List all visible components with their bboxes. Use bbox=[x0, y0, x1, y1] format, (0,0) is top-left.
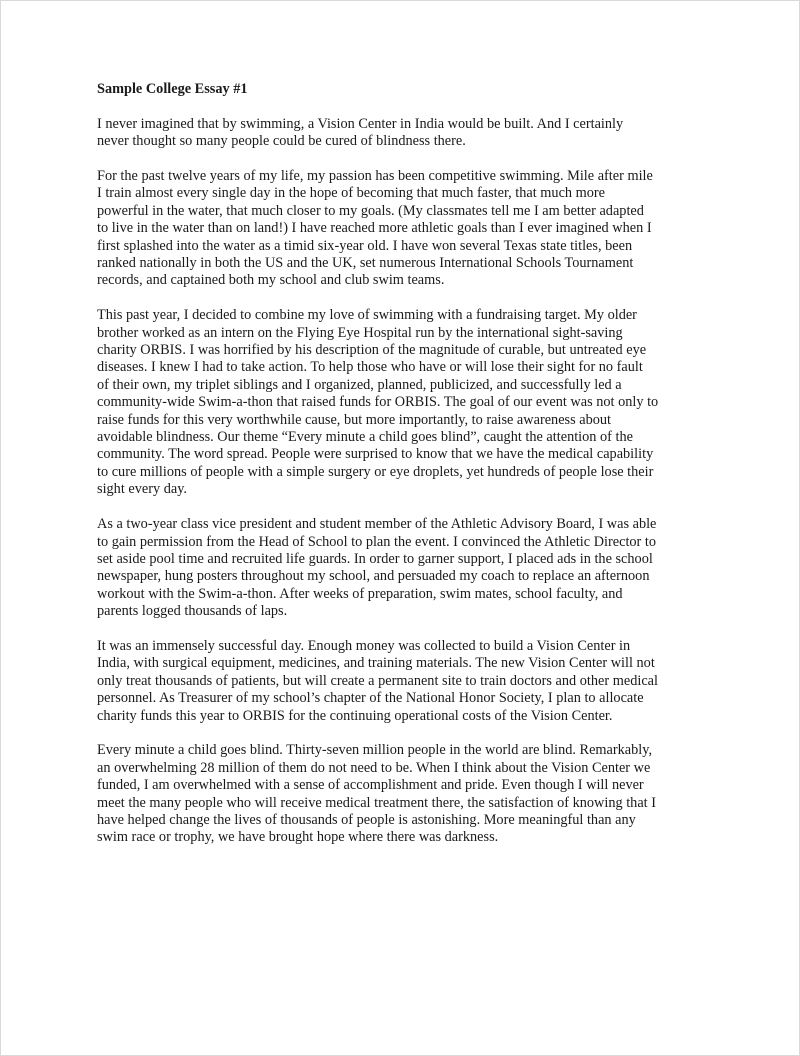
paragraph-line: funded, I am overwhelmed with a sense of accomplishment and pride. Even though I will never bbox=[97, 777, 644, 794]
paragraph-line: Every minute a child goes blind. Thirty-seven million people in the world are blind. Remarkably, bbox=[97, 742, 653, 759]
paragraph-line: avoidable blindness. Our theme “Every minute a child goes blind”, caught the attention of the bbox=[97, 429, 633, 446]
paragraph-line: have helped change the lives of thousands of people is astonishing. More meaningful than any bbox=[97, 811, 636, 828]
paragraph-line: sight every day. bbox=[97, 481, 187, 498]
paragraph-5 bbox=[97, 638, 701, 725]
paragraph-line: powerful in the water, that much closer to my goals. (My classmates tell me I am better adapted bbox=[97, 202, 644, 219]
paragraph-line: meet the many people who will receive medical treatment there, the satisfaction of knowing that I bbox=[97, 794, 656, 811]
paragraph-2 bbox=[97, 168, 701, 290]
paragraph-line: brother worked as an intern on the Flying Eye Hospital run by the international sight-saving bbox=[97, 324, 623, 341]
paragraph-line: I never imagined that by swimming, a Vision Center in India would be built. And I certainly bbox=[97, 115, 624, 132]
paragraph-line: As a two-year class vice president and student member of the Athletic Advisory Board, I was able bbox=[97, 516, 657, 533]
paragraph-line: only treat thousands of patients, but will create a permanent site to train doctors and other medical bbox=[97, 672, 658, 689]
paragraph-line: never thought so many people could be cured of blindness there. bbox=[97, 133, 466, 150]
paragraph-line: charity ORBIS. I was horrified by his description of the magnitude of curable, but untreated eye bbox=[97, 342, 647, 359]
paragraph-line: community. The word spread. People were surprised to know that we have the medical capability bbox=[97, 446, 654, 463]
paragraph-line: ranked nationally in both the US and the UK, set numerous International Schools Tournament bbox=[97, 255, 634, 272]
paragraph-line: India, with surgical equipment, medicines, and training materials. The new Vision Center will not bbox=[97, 655, 655, 672]
document-title: Sample College Essay #1 bbox=[97, 81, 248, 97]
paragraph-4 bbox=[97, 516, 701, 620]
paragraph-line: community-wide Swim-a-thon that raised funds for ORBIS. The goal of our event was not only to bbox=[97, 394, 659, 411]
paragraph-line: records, and captained both my school and club swim teams. bbox=[97, 272, 445, 289]
paragraph-line: parents logged thousands of laps. bbox=[97, 603, 288, 620]
paragraph-line: newspaper, hung posters throughout my school, and persuaded my coach to replace an afternoon bbox=[97, 568, 650, 585]
paragraph-line: to live in the water than on land!) I have reached more athletic goals than I ever imagined when I bbox=[97, 220, 652, 237]
paragraph-line: swim race or trophy, we have brought hope where there was darkness. bbox=[97, 829, 499, 846]
paragraph-line: an overwhelming 28 million of them do not need to be. When I think about the Vision Center we bbox=[97, 759, 651, 776]
paragraph-line: For the past twelve years of my life, my passion has been competitive swimming. Mile after mile bbox=[97, 168, 653, 184]
paragraph-line: to cure millions of people with a simple surgery or eye droplets, yet hundreds of people lose their bbox=[97, 463, 654, 480]
paragraph-line: charity funds this year to ORBIS for the continuing operational costs of the Vision Center. bbox=[97, 707, 613, 724]
paragraph-line: diseases. I knew I had to take action. To help those who have or will lose their sight for no fault bbox=[97, 359, 643, 376]
paragraph-line: first splashed into the water as a timid six-year old. I have won several Texas state titles, been bbox=[97, 237, 633, 254]
paragraph-3 bbox=[97, 307, 701, 498]
paragraph-line: I train almost every single day in the hope of becoming that much faster, that much more bbox=[97, 185, 606, 202]
paragraph-line: workout with the Swim-a-thon. After weeks of preparation, swim mates, school faculty, and bbox=[97, 585, 623, 602]
paragraph-line: personnel. As Treasurer of my school’s chapter of the National Honor Society, I plan to allocate bbox=[97, 690, 644, 707]
paragraph-line: This past year, I decided to combine my love of swimming with a fundraising target. My older bbox=[97, 307, 637, 324]
paragraph-line: It was an immensely successful day. Enough money was collected to build a Vision Center in bbox=[97, 637, 631, 654]
paragraph-6 bbox=[97, 742, 701, 846]
paragraph-1 bbox=[97, 116, 701, 151]
paragraph-container bbox=[97, 116, 701, 847]
paragraph-line: raise funds for this very worthwhile cause, but more importantly, to raise awareness about bbox=[97, 411, 612, 428]
paragraph-line: set aside pool time and recruited life guards. In order to garner support, I placed ads in the school bbox=[97, 550, 653, 567]
document-body bbox=[97, 81, 701, 864]
paragraph-line: to gain permission from the Head of School to plan the event. I convinced the Athletic Director to bbox=[97, 533, 657, 550]
paragraph-line: of their own, my triplet siblings and I organized, planned, publicized, and successfully led a bbox=[97, 376, 622, 393]
